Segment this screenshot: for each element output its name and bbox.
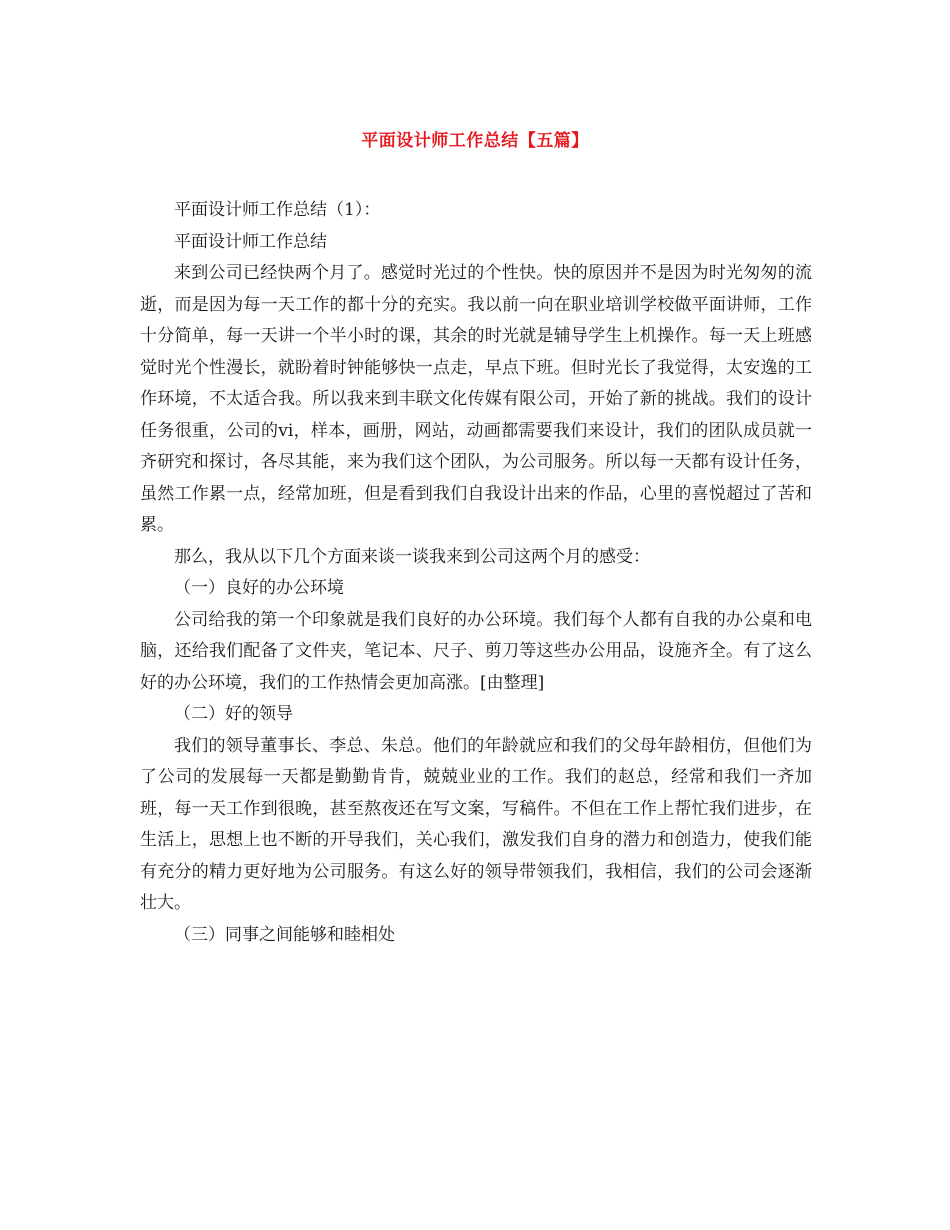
heading-colleagues: （三）同事之间能够和睦相处 <box>174 924 395 945</box>
paragraph-intro: 来到公司已经快两个月了。感觉时光过的个性快。快的原因并不是因为时光匆匆的流逝，而是因为每一天工作的都十分的充实。我以前一向在职业培训学校做平面讲师，工作十分简单，每一天讲一个半小时的课，其余的时光就是辅导学生上机操作。每一天上班感觉时光个性漫长，就盼着时钟能够快一点走，早点下班。但时光长了我觉得，太安逸的工作环境，不太适合我。所以我来到丰联文化传媒有限公司，开始了新的挑战。我们的设计任务很重，公司的vi，样本，画册，网站，动画都需要我们来设计，我们的团队成员就一齐研究和探讨，各尽其能，来为我们这个团队，为公司服务。所以每一天都有设计任务，虽然工作累一点，经常加班，但是看到我们自我设计出来的作品，心里的喜悦超过了苦和累。 <box>140 263 812 535</box>
heading-good-leadership: （二）好的领导 <box>174 704 293 724</box>
document-body <box>140 195 812 951</box>
heading-office-environment: （一）良好的办公环境 <box>174 578 344 598</box>
section-subtitle: 平面设计师工作总结 <box>174 231 327 252</box>
paragraph-good-leadership: 我们的领导董事长、李总、朱总。他们的年龄就应和我们的父母年龄相仿，但他们为了公司的发展每一天都是勤勤肯肯，兢兢业业的工作。我们的赵总，经常和我们一齐加班，每一天工作到很晚，甚至熬夜还在写文案，写稿件。不但在工作上帮忙我们进步，在生活上，思想上也不断的开导我们，关心我们，激发我们自身的潜力和创造力，使我们能有充分的精力更好地为公司服务。有这么好的领导带领我们，我相信，我们的公司会逐渐壮大。 <box>140 735 812 913</box>
section-label: 平面设计师工作总结（1）： <box>174 200 381 220</box>
document-title: 平面设计师工作总结【五篇】 <box>361 131 589 151</box>
paragraph-overview: 那么，我从以下几个方面来谈一谈我来到公司这两个月的感受： <box>174 546 650 567</box>
paragraph-office-environment: 公司给我的第一个印象就是我们良好的办公环境。我们每个人都有自我的办公桌和电脑，还给我们配备了文件夹，笔记本、尺子、剪刀等这些办公用品，设施齐全。有了这么好的办公环境，我们的工作热情会更加高涨。[由整理] <box>140 609 812 693</box>
